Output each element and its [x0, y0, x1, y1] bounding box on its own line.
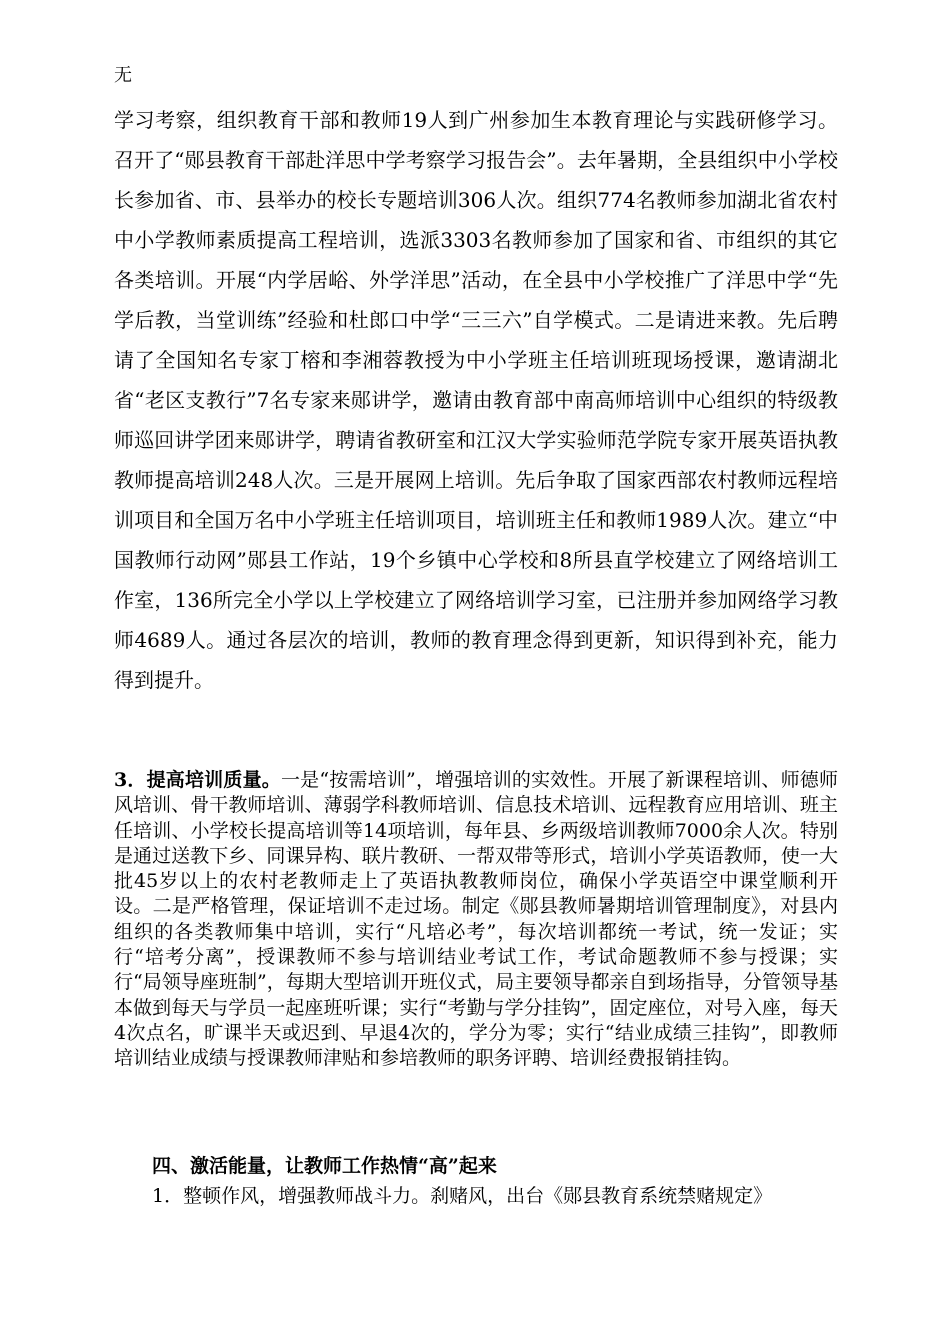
body-paragraph-training-quality	[114, 768, 838, 1072]
body-paragraph-rectify-style: 1．整顿作风，增强教师战斗力。刹赌风，出台《郧县教育系统禁赌规定》	[152, 1185, 773, 1207]
header-mark: 无	[114, 65, 132, 86]
paragraph-lead-heading: 3．提高培训质量。	[114, 769, 281, 791]
section-heading: 四、激活能量，让教师工作热情“高”起来	[152, 1155, 497, 1177]
paragraph-text: 一是“按需培训”，增强培训的实效性。开展了新课程培训、师德师风培训、骨干教师培训、薄弱学科教师培训、信息技术培训、远程教育应用培训、班主任培训、小学校长提高培训等14项培训，每年县、乡两级培训教师7000余人次。特别是通过送教下乡、同课异构、联片教研、一帮双带等形式，培训小学英语教师，使一大批45岁以上的农村老教师走上了英语执教教师岗位，确保小学英语空中课堂顺利开设。二是严格管理，保证培训不走过场。制定《郧县教师暑期培训管理制度》，对县内组织的各类教师集中培训，实行“凡培必考”，每次培训都统一考试，统一发证；实行“培考分离”，授课教师不参与培训结业考试工作，考试命题教师不参与授课；实行“局领导座班制”，每期大型培训开班仪式，局主要领导都亲自到场指导，分管领导基本做到每天与学员一起座班听课；实行“考勤与学分挂钩”，固定座位，对号入座，每天4次点名，旷课半天或迟到、早退4次的，学分为零；实行“结业成绩三挂钩”，即教师培训结业成绩与授课教师津贴和参培教师的职务评聘、培训经费报销挂钩。	[114, 769, 838, 1070]
body-paragraph-training-activities: 学习考察，组织教育干部和教师19人到广州参加生本教育理论与实践研修学习。召开了“郧县教育干部赴洋思中学考察学习报告会”。去年暑期，全县组织中小学校长参加省、市、县举办的校长专题培训306人次。组织774名教师参加湖北省农村中小学教师素质提高工程培训，选派3303名教师参加了国家和省、市组织的其它各类培训。开展“内学居峪、外学洋思”活动，在全县中小学校推广了洋思中学“先学后教，当堂训练”经验和杜郎口中学“三三六”自学模式。二是请进来教。先后聘请了全国知名专家丁榕和李湘蓉教授为中小学班主任培训班现场授课，邀请湖北省“老区支教行”7名专家来郧讲学，邀请由教育部中南高师培训中心组织的特级教师巡回讲学团来郧讲学，聘请省教研室和江汉大学实验师范学院专家开展英语执教教师提高培训248人次。三是开展网上培训。先后争取了国家西部农村教师远程培训项目和全国万名中小学班主任培训项目，培训班主任和教师1989人次。建立“中国教师行动网”郧县工作站，19个乡镇中心学校和8所县直学校建立了网络培训工作室，136所完全小学以上学校建立了网络培训学习室，已注册并参加网络学习教师4689人。通过各层次的培训，教师的教育理念得到更新，知识得到补充，能力得到提升。	[114, 108, 838, 692]
